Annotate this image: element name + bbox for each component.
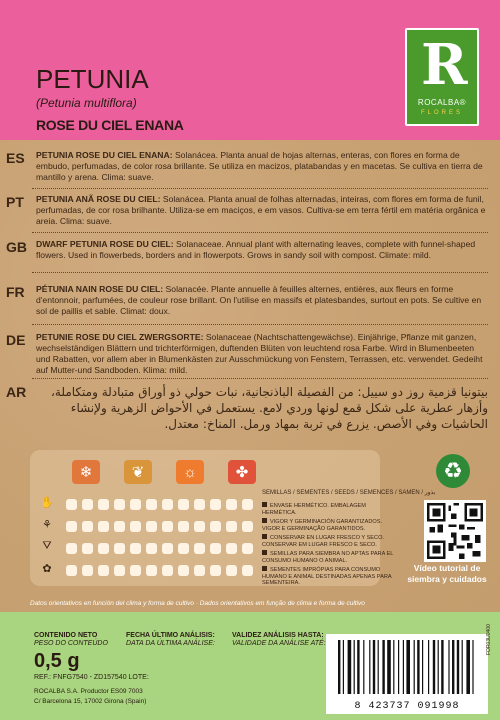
- calendar-cell: [66, 521, 77, 532]
- lang-text: PÉTUNIA NAIN ROSE DU CIEL: Solanacée. Plante annuelle à feuilles alternes, entières, aux fleurs en forme d'entonnoir, parfumées, de couleur rose brillant. On l'utilise en massifs et platesbandes, surtout en pots. Se cultive en sol de paillis et sable. Climat: doux.: [36, 284, 482, 316]
- summer-icon: ☼: [176, 460, 204, 484]
- calendar-cell: [82, 499, 93, 510]
- calendar-cell: [98, 499, 109, 510]
- video-tutorial-label[interactable]: Vídeo tutorial de siembra y cuidados: [407, 563, 487, 584]
- calendar-cell: [242, 521, 253, 532]
- lang-text: DWARF PETUNIA ROSE DU CIEL: Solanaceae. Annual plant with alternating leaves, complete with funnel-shaped flowers. Used in flowerbeds, borders and in flowerpots. Grows in sandy soil with compost. Climate: mild.: [36, 239, 476, 260]
- calendar-cell: [226, 521, 237, 532]
- barcode-bar: [438, 640, 439, 694]
- legend-item: SEMENTES IMPRÓPIAS PARA CONSUMO HUMANO E ANIMAL DESTINADAS APENAS PARA SEMENTEIRA.: [262, 567, 392, 586]
- analysis-valid-label: VALIDEZ ANÁLISIS HASTA: VALIDADE DA ANÁLISE ATÉ:: [232, 632, 326, 647]
- address: C/ Barcelona 15, 17002 Girona (Spain): [34, 698, 147, 705]
- spring-icon: ❦: [124, 460, 152, 484]
- barcode-bar: [393, 640, 394, 694]
- divider: [32, 188, 488, 189]
- logo-sub: FLORES: [420, 110, 463, 116]
- transplant-icon: ⚘: [42, 519, 52, 531]
- barcode: [326, 634, 488, 714]
- calendar-cell: [146, 565, 157, 576]
- calendar-cell: [194, 521, 205, 532]
- calendar-cell: [226, 565, 237, 576]
- sowing-icon: ✋: [40, 497, 54, 509]
- lang-code: ES: [6, 150, 25, 166]
- calendar-cell: [114, 543, 125, 554]
- calendar-cell: [210, 499, 221, 510]
- barcode-bar: [472, 640, 473, 694]
- calendar-cell: [82, 543, 93, 554]
- calendar-cell: [162, 521, 173, 532]
- side-code: FOR03U0400: [486, 624, 492, 655]
- barcode-bar: [338, 640, 340, 694]
- product-title: PETUNIA: [36, 64, 149, 94]
- variety-name: ROSE DU CIEL ENANA: [36, 117, 184, 133]
- barcode-bars: [326, 634, 488, 698]
- calendar-cell: [130, 565, 141, 576]
- barcode-bar: [457, 640, 459, 694]
- calendar-cell: [178, 521, 189, 532]
- calendar-cell: [66, 565, 77, 576]
- calendar-cell: [194, 565, 205, 576]
- lang-text: PETUNIE ROSE DU CIEL ZWERGSORTE: Solanaceae (Nachtschattengewächse). Einjährige, Pflanze mit ganzen, wechselständigen Blättern und trichterförmigen, duftenden Blüten von leuchtend rosa Farbe. Wird in Blumenbeeten und Rabatten, vor allem aber in Blumenkästen zur Ausschmückung von Fenstern, Terrassen, etc. verwendet. Gedeiht auf Mutter-und Sandboden. Klima: mild.: [36, 332, 483, 375]
- calendar-cell: [82, 521, 93, 532]
- legend-item: ENVASE HERMÉTICO. EMBALAGEM HERMÉTICA.: [262, 503, 366, 516]
- calendar-cell: [194, 499, 205, 510]
- calendar-cell: [98, 521, 109, 532]
- barcode-bar: [417, 640, 419, 694]
- calendar-cell: [210, 543, 221, 554]
- flowering-icon: ✿: [42, 563, 52, 575]
- barcode-bar: [369, 640, 370, 694]
- legend-heading: SEMILLAS / SEMENTES / SEEDS / SEMENCES / SAMEN / بذور: [262, 490, 436, 496]
- calendar-cell: [178, 565, 189, 576]
- barcode-bar: [348, 640, 352, 694]
- divider: [32, 324, 488, 325]
- barcode-bar: [422, 640, 423, 694]
- lang-text: PETUNIA ROSE DU CIEL ENANA: Solanácea. Planta anual de hojas alternas, enteras, con flores en forma de embudo, perfumadas, de color rosa brillante. Se utiliza en macizos, platabandas y en macetas. Se cultiva en tierra de mantillo y arena. Clima: suave.: [36, 150, 483, 182]
- calendar-cell: [146, 521, 157, 532]
- divider: [32, 272, 488, 273]
- barcode-bar: [462, 640, 463, 694]
- calendar-cell: [210, 521, 221, 532]
- winter-icon: ❄: [72, 460, 100, 484]
- latin-name: (Petunia multiflora): [36, 96, 137, 110]
- divider: [32, 232, 488, 233]
- lang-code: DE: [6, 332, 26, 348]
- analysis-date-label: FECHA ÚLTIMO ANÁLISIS: DATA DA ÚLTIMA ANÁLISE:: [126, 632, 215, 647]
- barcode-bar: [403, 640, 404, 694]
- calendar-cell: [178, 499, 189, 510]
- calendar-cell: [114, 499, 125, 510]
- divider: [32, 378, 488, 379]
- rocalba-logo: [405, 28, 479, 126]
- barcode-bar: [414, 640, 415, 694]
- barcode-bar: [433, 640, 435, 694]
- reference-lot: REF.: FNFG7540 - ZD157540 LOTE:: [34, 674, 149, 681]
- lang-code: AR: [6, 384, 27, 400]
- legend-item: SEMILLAS PARA SIEMBRA NO APTAS PARA EL CONSUMO HUMANO O ANIMAL.: [262, 551, 394, 564]
- barcode-bar: [466, 640, 470, 694]
- logo-letter: R: [421, 32, 468, 98]
- calendar-cell: [178, 543, 189, 554]
- legend-item: CONSERVAR EN LUGAR FRESCO Y SECO. CONSERVAR EM LUGAR FRESCO E SECO.: [262, 535, 384, 548]
- disclaimer: Datos orientativos en función del clima y forma de cultivo · Dados orientativos em função de clima e forma de cultivo: [30, 600, 365, 607]
- calendar-cell: [242, 565, 253, 576]
- calendar-cell: [210, 565, 221, 576]
- barcode-bar: [448, 640, 449, 694]
- calendar-cell: [130, 543, 141, 554]
- calendar-cell: [82, 565, 93, 576]
- barcode-bar: [357, 640, 359, 694]
- lang-text: بيتونيا قزمية روز دو سييل: من الفصيلة الباذنجانية، نبات حولي ذو أوراق متبادلة ومتكاملة، وأزهار عطرية على شكل قمع لونها وردي لامع. يستعمل في الأحواض الزهرية ولإنشاء الحاشيات وفي الأصص. يزرع في تربة بمهاد ورمل. المناخ: معتدل.: [51, 385, 488, 431]
- lang-text: PETUNIA ANÃ ROSE DU CIEL: Solanácea. Planta anual de folhas alternadas, inteiras, com flores em forma de funil, perfumadas, de cor rosa brilhante. Utiliza-se em maciços, e em vasos. Cultiva-se em terra fértil em matéria orgânica e areia. Clima: suave.: [36, 194, 486, 226]
- barcode-digits: 8 423737 091998: [354, 701, 460, 712]
- qr-code[interactable]: [424, 500, 486, 562]
- calendar-cell: [242, 499, 253, 510]
- calendar-cell: [226, 543, 237, 554]
- calendar-cell: [66, 543, 77, 554]
- barcode-bar: [406, 640, 410, 694]
- barcode-bar: [452, 640, 454, 694]
- calendar-cell: [66, 499, 77, 510]
- green-dot-recycle-icon: ♻: [436, 454, 470, 488]
- barcode-bar: [441, 640, 443, 694]
- calendar-cell: [146, 543, 157, 554]
- autumn-icon: ✤: [228, 460, 256, 484]
- net-weight: 0,5 g: [34, 650, 80, 672]
- calendar-cell: [130, 521, 141, 532]
- lang-code: FR: [6, 284, 25, 300]
- calendar-cell: [242, 543, 253, 554]
- barcode-bar: [363, 640, 364, 694]
- calendar-cell: [194, 543, 205, 554]
- calendar-cell: [114, 521, 125, 532]
- calendar-cell: [98, 565, 109, 576]
- pot-icon: ⛛: [42, 540, 52, 552]
- calendar-cell: [162, 499, 173, 510]
- net-content-label: CONTENIDO NETO PESO DO CONTEÚDO: [34, 632, 108, 647]
- calendar-cell: [130, 499, 141, 510]
- lang-code: PT: [6, 194, 24, 210]
- calendar-cell: [162, 565, 173, 576]
- barcode-bar: [378, 640, 379, 694]
- barcode-bar: [387, 640, 391, 694]
- barcode-bar: [373, 640, 375, 694]
- logo-brand: ROCALBA®: [417, 98, 467, 107]
- calendar-cell: [114, 565, 125, 576]
- calendar-cell: [162, 543, 173, 554]
- barcode-bar: [428, 640, 429, 694]
- calendar-cell: [98, 543, 109, 554]
- barcode-bar: [343, 640, 344, 694]
- barcode-bar: [354, 640, 355, 694]
- calendar-cell: [226, 499, 237, 510]
- legend-item: VIGOR Y GERMINACIÓN GARANTIZADOS. VIGOR E GERMINAÇÃO GARANTIDOS.: [262, 519, 382, 532]
- barcode-bar: [382, 640, 384, 694]
- producer: ROCALBA S.A. Productor ES09 7003: [34, 688, 143, 695]
- calendar-cell: [146, 499, 157, 510]
- lang-code: GB: [6, 239, 27, 255]
- barcode-bar: [398, 640, 399, 694]
